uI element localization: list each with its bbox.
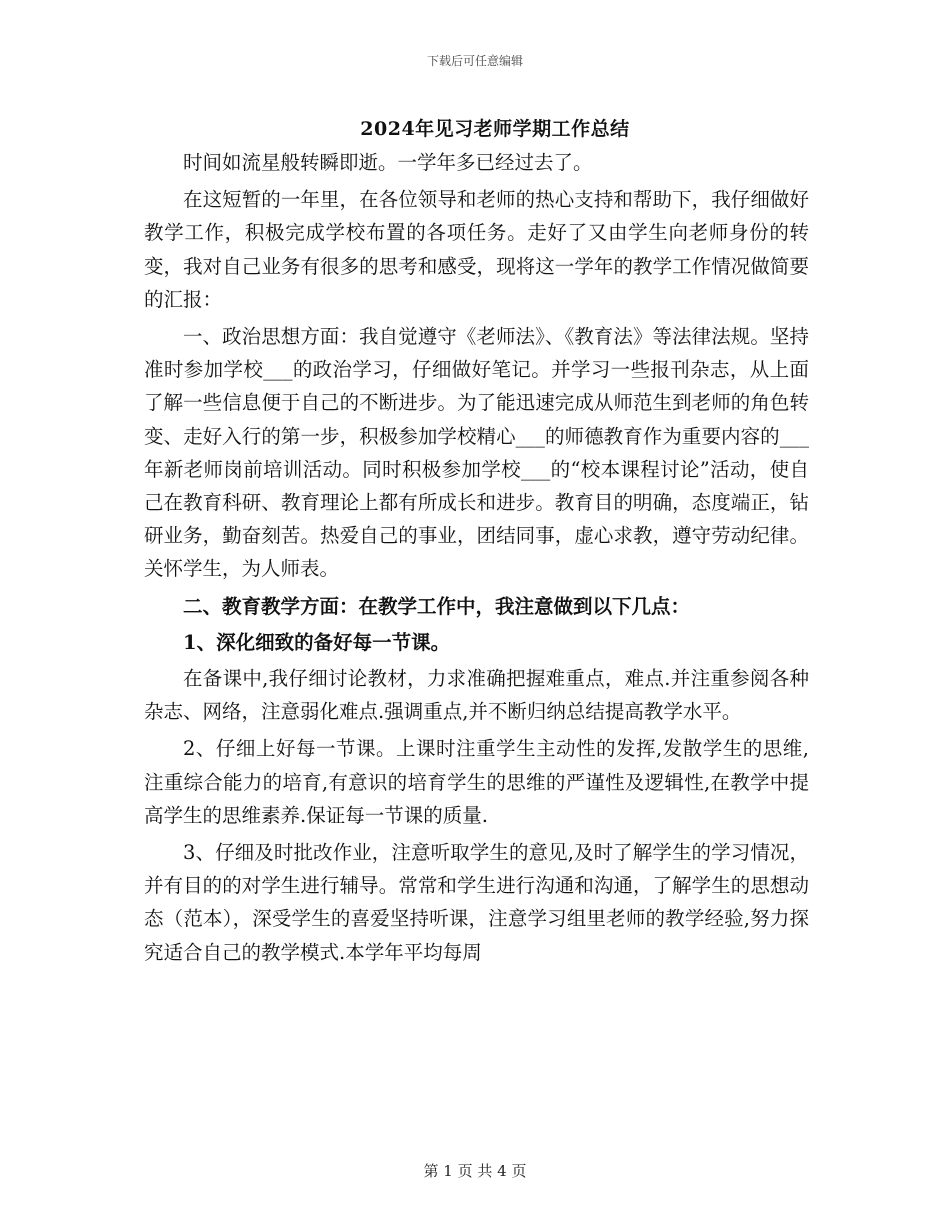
document-body	[144, 146, 809, 973]
paragraph-classroom: 2、仔细上好每一节课。上课时注重学生主动性的发挥,发散学生的思维,注重综合能力的培育,有意识的培育学生的思维的严谨性及逻辑性,在教学中提高学生的思维素养.保证每一节课的质量.	[144, 737, 809, 827]
paragraph-homework: 3、仔细及时批改作业，注意听取学生的意见,及时了解学生的学习情况，并有目的的对学生进行辅导。常常和学生进行沟通和沟通，了解学生的思想动态（范本），深受学生的喜爱坚持听课，注意学习组里老师的教学经验,努力探究适合自己的教学模式.本学年平均每周	[144, 841, 809, 964]
paragraph-summary: 在这短暂的一年里，在各位领导和老师的热心支持和帮助下，我仔细做好教学工作，积极完成学校布置的各项任务。走好了又由学生向老师身份的转变，我对自己业务有很多的思考和感受，现将这一学年的教学工作情况做简要的汇报：	[144, 188, 809, 311]
paragraph-intro: 时间如流星般转瞬即逝。一学年多已经过去了。	[183, 151, 593, 174]
paragraph-lesson-prep: 在备课中,我仔细讨论教材，力求准确把握难重点，难点.并注重参阅各种杂志、网络，注意弱化难点.强调重点,并不断归纳总结提高教学水平。	[144, 667, 809, 724]
page-footer: 第 1 页 共 4 页	[423, 1162, 527, 1180]
paragraph-political: 一、政治思想方面：我自觉遵守《老师法》、《教育法》等法律法规。坚持准时参加学校___的政治学习，仔细做好笔记。并学习一些报刊杂志，从上面了解一些信息便于自己的不断进步。为了能迅速完成从师范生到老师的角色转变、走好入行的第一步，积极参加学校精心___的师德教育作为重要内容的___年新老师岗前培训活动。同时积极参加学校___的“校本课程讨论”活动，使自己在教育科研、教育理论上都有所成长和进步。教育目的明确，态度端正，钻研业务，勤奋刻苦。热爱自己的事业，团结同事，虚心求教，遵守劳动纪律。关怀学生，为人师表。	[144, 325, 809, 581]
section-heading-teaching: 二、教育教学方面：在教学工作中，我注意做到以下几点：	[183, 594, 691, 618]
item-heading-lesson-prep: 1、深化细致的备好每一节课。	[183, 630, 451, 654]
document-title: 2024年见习老师学期工作总结	[360, 118, 630, 140]
header-note: 下载后可任意编辑	[426, 54, 523, 68]
